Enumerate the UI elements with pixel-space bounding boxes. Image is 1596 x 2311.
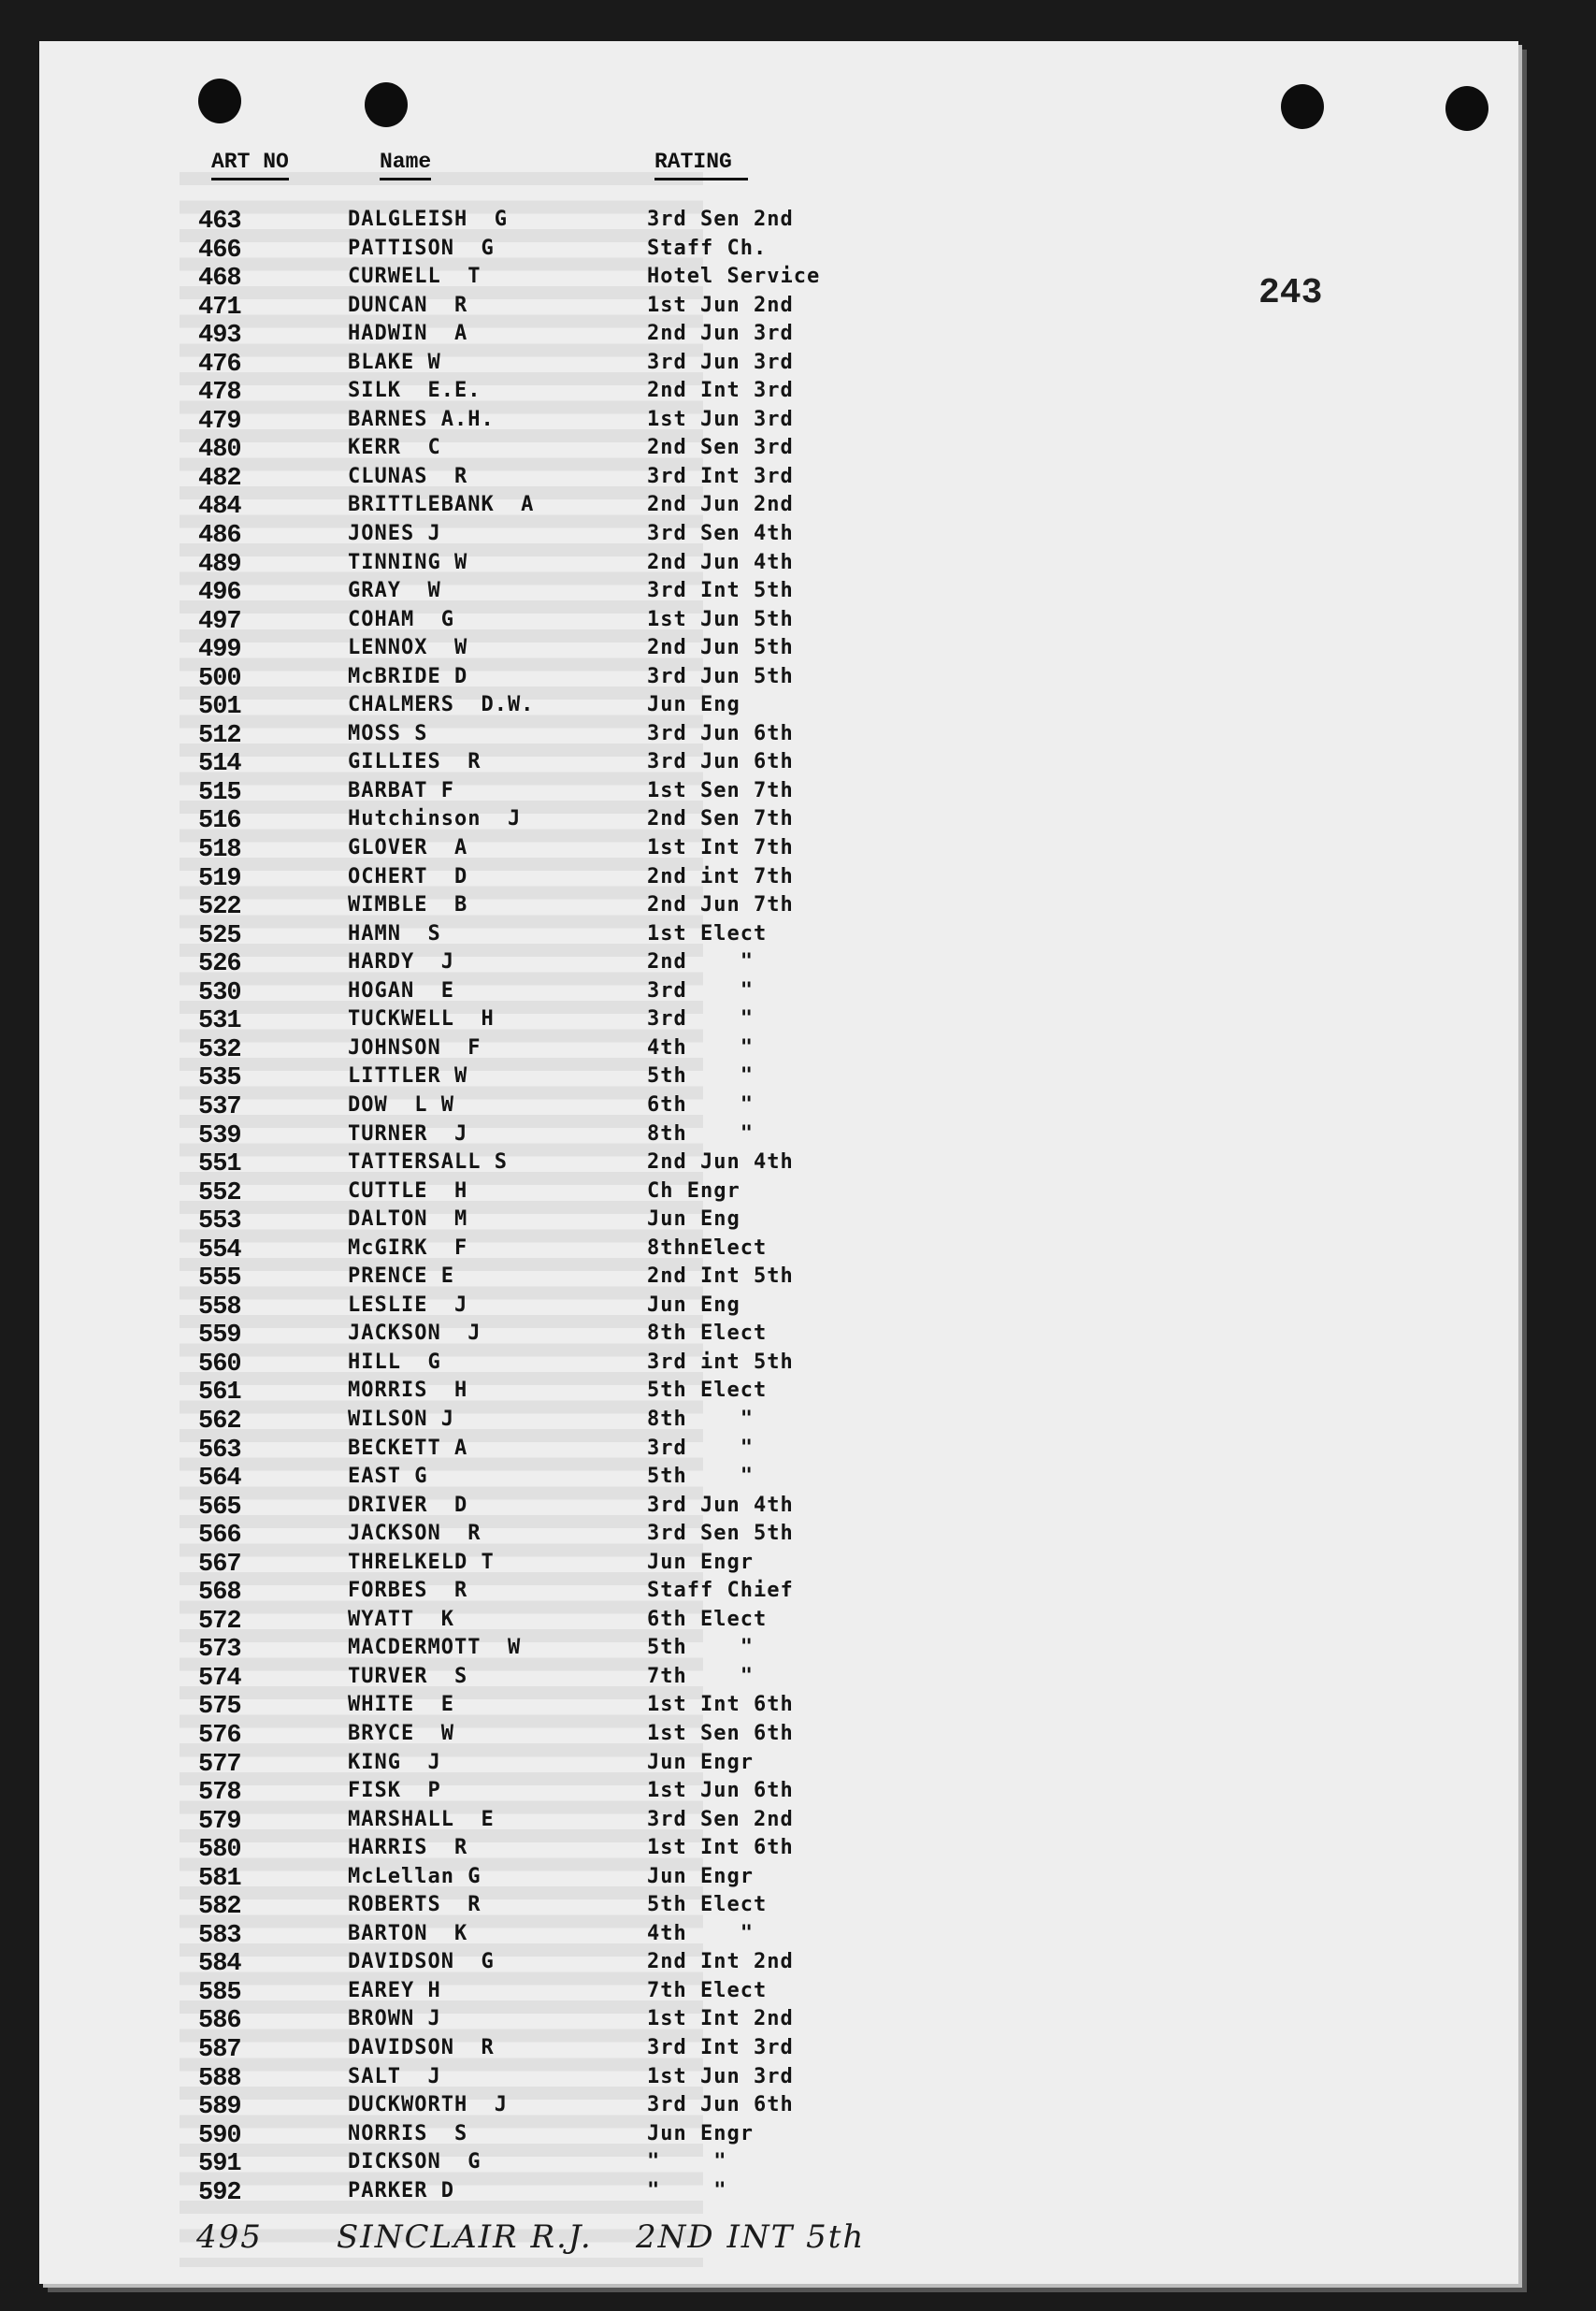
list-row (0, 1437, 1028, 1466)
crew-name: MARSHALL E (348, 1807, 495, 1831)
list-row (0, 1064, 1028, 1093)
art-number: 562 (198, 1407, 241, 1436)
crew-name: TURVER S (348, 1664, 468, 1688)
crew-rating: 7th Elect (647, 1978, 768, 2002)
art-number: 560 (198, 1350, 241, 1379)
art-number: 574 (198, 1664, 241, 1693)
list-row (0, 237, 1028, 266)
list-row (0, 1579, 1028, 1608)
list-row (0, 2093, 1028, 2122)
art-number: 584 (198, 1950, 241, 1979)
crew-name: PATTISON G (348, 236, 495, 260)
art-number: 466 (198, 236, 241, 265)
list-row (0, 1150, 1028, 1179)
art-number: 522 (198, 893, 241, 922)
punch-hole (365, 82, 408, 127)
crew-rating: 3rd Sen 5th (647, 1522, 794, 1546)
crew-rating: 3rd " (647, 978, 754, 1003)
crew-name: HOGAN E (348, 978, 454, 1003)
art-number: 532 (198, 1035, 241, 1064)
crew-rating: 3rd Jun 6th (647, 721, 794, 745)
crew-rating: 3rd Sen 2nd (647, 208, 794, 231)
crew-rating: 3rd Sen 4th (647, 522, 794, 546)
crew-rating: " " (647, 2178, 727, 2203)
crew-name: DALGLEISH G (348, 208, 508, 231)
list-row (0, 1494, 1028, 1523)
crew-name: PRENCE E (348, 1264, 454, 1289)
crew-name: TURNER J (348, 1121, 468, 1146)
crew-rating: Jun Eng (647, 693, 740, 717)
art-number: 590 (198, 2121, 241, 2150)
list-row (0, 1722, 1028, 1751)
list-row (0, 1865, 1028, 1894)
list-row (0, 551, 1028, 580)
art-number: 478 (198, 379, 241, 408)
list-row (0, 1264, 1028, 1293)
list-row (0, 1122, 1028, 1151)
art-number: 585 (198, 1978, 241, 2007)
crew-name: OCHERT D (348, 864, 468, 888)
crew-rating: 5th " (647, 1064, 754, 1089)
art-number: 580 (198, 1836, 241, 1865)
art-number: 482 (198, 464, 241, 493)
crew-name: DALTON M (348, 1207, 468, 1232)
header-rating: RATING (654, 150, 748, 181)
art-number: 525 (198, 921, 241, 950)
punch-hole (1281, 84, 1324, 129)
list-row (0, 265, 1028, 294)
art-number: 553 (198, 1207, 241, 1236)
page-number: 243 (1258, 273, 1323, 313)
art-number: 586 (198, 2007, 241, 2036)
art-number: 497 (198, 607, 241, 636)
list-row (0, 636, 1028, 665)
crew-rating: 5th Elect (647, 1893, 768, 1917)
crew-rating: 7th " (647, 1664, 754, 1688)
crew-rating: 1st Jun 6th (647, 1779, 794, 1803)
crew-name: BRITTLEBANK A (348, 493, 535, 517)
art-number: 559 (198, 1322, 241, 1350)
art-number: 577 (198, 1750, 241, 1779)
list-row (0, 1808, 1028, 1837)
crew-name: McLellan G (348, 1864, 482, 1888)
art-number: 468 (198, 265, 241, 294)
list-row (0, 1379, 1028, 1408)
crew-rating: 2nd Int 2nd (647, 1950, 794, 1974)
crew-rating: 3rd int 5th (647, 1350, 794, 1374)
art-number: 572 (198, 1607, 241, 1636)
crew-rating: Staff Chief (647, 1579, 794, 1603)
header-name: Name (380, 150, 431, 181)
art-number: 519 (198, 864, 241, 893)
art-number: 514 (198, 750, 241, 779)
list-row (0, 1522, 1028, 1551)
list-row (0, 1693, 1028, 1722)
crew-name: GILLIES R (348, 750, 482, 774)
crew-rating: 3rd Jun 6th (647, 2093, 794, 2117)
crew-name: BECKETT A (348, 1436, 468, 1460)
art-number: 563 (198, 1436, 241, 1465)
crew-rating: Jun Engr (647, 1750, 754, 1774)
list-row (0, 2122, 1028, 2151)
crew-rating: Staff Ch. (647, 236, 768, 260)
crew-name: TINNING W (348, 550, 468, 574)
crew-name: DICKSON G (348, 2150, 482, 2174)
crew-rating: 3rd Int 3rd (647, 2036, 794, 2059)
crew-rating: 1st Sen 7th (647, 778, 794, 802)
crew-name: WYATT K (348, 1607, 454, 1631)
crew-rating: Jun Engr (647, 1864, 754, 1888)
crew-name: TUCKWELL H (348, 1007, 495, 1032)
list-row (0, 2150, 1028, 2179)
crew-rating: 3rd Int 5th (647, 579, 794, 603)
art-number: 539 (198, 1121, 241, 1150)
list-row (0, 1922, 1028, 1951)
art-number: 537 (198, 1092, 241, 1121)
crew-rating: Jun Engr (647, 2121, 754, 2145)
crew-name: CLUNAS R (348, 464, 468, 488)
crew-rating: 3rd Jun 3rd (647, 350, 794, 374)
crew-name: EAST G (348, 1465, 428, 1489)
crew-name: DAVIDSON G (348, 1950, 495, 1974)
list-row (0, 1665, 1028, 1694)
crew-name: KERR C (348, 436, 441, 460)
art-number: 588 (198, 2064, 241, 2093)
crew-name: BROWN J (348, 2007, 441, 2031)
crew-rating: 3rd Sen 2nd (647, 1807, 794, 1831)
list-row (0, 2007, 1028, 2036)
list-row (0, 1636, 1028, 1665)
crew-name: BARNES A.H. (348, 407, 495, 431)
list-row (0, 436, 1028, 465)
crew-name: KING J (348, 1750, 441, 1774)
crew-name: JACKSON J (348, 1322, 482, 1346)
crew-rating: 1st Jun 2nd (647, 293, 794, 317)
list-row (0, 1779, 1028, 1808)
art-number: 535 (198, 1064, 241, 1093)
art-number: 566 (198, 1522, 241, 1551)
crew-name: BARTON K (348, 1921, 468, 1945)
list-row (0, 750, 1028, 779)
list-row (0, 465, 1028, 494)
crew-name: COHAM G (348, 607, 454, 631)
list-row (0, 1408, 1028, 1437)
crew-rating: 6th " (647, 1092, 754, 1117)
crew-rating: 2nd Jun 7th (647, 893, 794, 917)
crew-name: HARRIS R (348, 1836, 468, 1860)
crew-name: McGIRK F (348, 1235, 468, 1260)
art-number: 501 (198, 693, 241, 722)
crew-rating: 2nd Jun 5th (647, 636, 794, 660)
crew-rating: 2nd Jun 4th (647, 1150, 794, 1175)
list-row (0, 1608, 1028, 1637)
crew-rating: 2nd int 7th (647, 864, 794, 888)
crew-list (0, 208, 1028, 2207)
list-row (0, 294, 1028, 323)
crew-rating: 8thnElect (647, 1235, 768, 1260)
art-number: 579 (198, 1807, 241, 1836)
crew-name: DUCKWORTH J (348, 2093, 508, 2117)
art-number: 581 (198, 1864, 241, 1893)
list-row (0, 608, 1028, 637)
crew-name: TATTERSALL S (348, 1150, 508, 1175)
art-number: 582 (198, 1893, 241, 1922)
art-number: 479 (198, 407, 241, 436)
list-row (0, 979, 1028, 1008)
list-row (0, 379, 1028, 408)
crew-rating: 4th " (647, 1035, 754, 1060)
crew-rating: 5th " (647, 1465, 754, 1489)
crew-name: MORRIS H (348, 1379, 468, 1403)
crew-rating: Jun Engr (647, 1550, 754, 1574)
crew-name: SILK E.E. (348, 379, 482, 403)
list-row (0, 1093, 1028, 1122)
handwritten-name: SINCLAIR R.J. (337, 2218, 593, 2256)
crew-name: ROBERTS R (348, 1893, 482, 1917)
list-row (0, 493, 1028, 522)
art-number: 564 (198, 1465, 241, 1494)
list-row (0, 779, 1028, 808)
crew-name: CUTTLE H (348, 1178, 468, 1203)
list-row (0, 2036, 1028, 2065)
list-row (0, 1950, 1028, 1979)
handwritten-art-no: 495 (196, 2218, 263, 2256)
crew-rating: 3rd Jun 6th (647, 750, 794, 774)
art-number: 587 (198, 2036, 241, 2064)
art-number: 499 (198, 636, 241, 665)
crew-name: CURWELL T (348, 265, 482, 289)
punch-hole (198, 79, 241, 123)
list-row (0, 522, 1028, 551)
crew-rating: 5th " (647, 1636, 754, 1660)
crew-rating: 3rd " (647, 1007, 754, 1032)
art-number: 526 (198, 950, 241, 979)
crew-rating: 2nd Sen 3rd (647, 436, 794, 460)
art-number: 512 (198, 721, 241, 750)
art-number: 565 (198, 1493, 241, 1522)
art-number: 496 (198, 579, 241, 608)
art-number: 489 (198, 550, 241, 579)
crew-name: MACDERMOTT W (348, 1636, 522, 1660)
crew-name: WIMBLE B (348, 893, 468, 917)
crew-name: WILSON J (348, 1407, 454, 1431)
art-number: 591 (198, 2150, 241, 2179)
crew-name: HARDY J (348, 950, 454, 975)
header-art-no: ART NO (211, 150, 289, 181)
crew-name: HILL G (348, 1350, 441, 1374)
crew-rating: 1st Int 6th (647, 1836, 794, 1860)
art-number: 555 (198, 1264, 241, 1293)
crew-name: BARBAT F (348, 778, 454, 802)
crew-rating: " " (647, 2150, 727, 2174)
crew-rating: Jun Eng (647, 1207, 740, 1232)
list-row (0, 1551, 1028, 1580)
crew-name: JACKSON R (348, 1522, 482, 1546)
crew-name: EAREY H (348, 1978, 441, 2002)
crew-rating: 4th " (647, 1921, 754, 1945)
crew-rating: 2nd Sen 7th (647, 807, 794, 831)
art-number: 554 (198, 1235, 241, 1264)
crew-name: SALT J (348, 2064, 441, 2088)
crew-rating: 8th Elect (647, 1322, 768, 1346)
crew-rating: 1st Int 6th (647, 1693, 794, 1717)
crew-name: DRIVER D (348, 1493, 468, 1517)
list-row (0, 2065, 1028, 2094)
list-row (0, 722, 1028, 751)
crew-rating: 8th " (647, 1407, 754, 1431)
crew-name: HADWIN A (348, 322, 468, 346)
list-row (0, 1836, 1028, 1865)
crew-rating: 2nd Int 5th (647, 1264, 794, 1289)
art-number: 500 (198, 664, 241, 693)
crew-rating: 1st Elect (647, 921, 768, 946)
list-row (0, 1179, 1028, 1208)
crew-name: JOHNSON F (348, 1035, 482, 1060)
art-number: 530 (198, 978, 241, 1007)
list-row (0, 807, 1028, 836)
crew-rating: 2nd Jun 4th (647, 550, 794, 574)
art-number: 463 (198, 208, 241, 236)
crew-name: DAVIDSON R (348, 2036, 495, 2059)
crew-name: NORRIS S (348, 2121, 468, 2145)
art-number: 516 (198, 807, 241, 836)
crew-name: GRAY W (348, 579, 441, 603)
art-number: 480 (198, 436, 241, 465)
list-row (0, 836, 1028, 865)
art-number: 567 (198, 1550, 241, 1579)
list-row (0, 1207, 1028, 1236)
crew-name: FORBES R (348, 1579, 468, 1603)
crew-name: THRELKELD T (348, 1550, 495, 1574)
list-row (0, 579, 1028, 608)
art-number: 583 (198, 1921, 241, 1950)
art-number: 576 (198, 1721, 241, 1750)
crew-rating: 2nd Int 3rd (647, 379, 794, 403)
art-number: 558 (198, 1293, 241, 1322)
crew-name: HAMN S (348, 921, 441, 946)
list-row (0, 1350, 1028, 1379)
list-row (0, 351, 1028, 380)
crew-name: DUNCAN R (348, 293, 468, 317)
art-number: 568 (198, 1579, 241, 1608)
list-row (0, 208, 1028, 237)
crew-rating: 2nd Jun 2nd (647, 493, 794, 517)
crew-name: FISK P (348, 1779, 441, 1803)
crew-rating: 3rd Jun 5th (647, 664, 794, 688)
art-number: 561 (198, 1379, 241, 1408)
list-row (0, 865, 1028, 894)
crew-rating: 2nd " (647, 950, 754, 975)
crew-rating: 3rd " (647, 1436, 754, 1460)
art-number: 471 (198, 293, 241, 322)
crew-rating: 1st Int 2nd (647, 2007, 794, 2031)
list-row (0, 408, 1028, 437)
punch-hole (1445, 86, 1488, 131)
list-row (0, 1036, 1028, 1065)
crew-rating: 3rd Int 3rd (647, 464, 794, 488)
crew-rating: 2nd Jun 3rd (647, 322, 794, 346)
list-row (0, 693, 1028, 722)
crew-name: DOW L W (348, 1092, 454, 1117)
art-number: 573 (198, 1636, 241, 1665)
art-number: 518 (198, 836, 241, 865)
crew-rating: 1st Jun 3rd (647, 2064, 794, 2088)
crew-name: GLOVER A (348, 836, 468, 860)
crew-name: PARKER D (348, 2178, 454, 2203)
list-row (0, 1236, 1028, 1265)
crew-name: MOSS S (348, 721, 428, 745)
crew-name: CHALMERS D.W. (348, 693, 535, 717)
list-row (0, 2179, 1028, 2208)
crew-rating: 6th Elect (647, 1607, 768, 1631)
crew-rating: 5th Elect (647, 1379, 768, 1403)
crew-rating: 1st Sen 6th (647, 1721, 794, 1745)
crew-name: BLAKE W (348, 350, 441, 374)
list-row (0, 322, 1028, 351)
crew-name: WHITE E (348, 1693, 454, 1717)
list-row (0, 1322, 1028, 1350)
crew-rating: 1st Jun 3rd (647, 407, 794, 431)
list-row (0, 950, 1028, 979)
art-number: 551 (198, 1150, 241, 1179)
crew-rating: 3rd Jun 4th (647, 1493, 794, 1517)
crew-rating: 8th " (647, 1121, 754, 1146)
art-number: 552 (198, 1178, 241, 1207)
art-number: 515 (198, 778, 241, 807)
crew-name: LITTLER W (348, 1064, 468, 1089)
crew-rating: Ch Engr (647, 1178, 740, 1203)
crew-rating: 1st Jun 5th (647, 607, 794, 631)
art-number: 589 (198, 2093, 241, 2122)
crew-name: Hutchinson J (348, 807, 522, 831)
art-number: 493 (198, 322, 241, 351)
list-row (0, 1893, 1028, 1922)
crew-name: BRYCE W (348, 1721, 454, 1745)
art-number: 592 (198, 2178, 241, 2207)
handwritten-rating: 2ND INT 5th (636, 2218, 866, 2256)
crew-rating: 1st Int 7th (647, 836, 794, 860)
art-number: 486 (198, 522, 241, 551)
crew-rating: Jun Eng (647, 1293, 740, 1317)
list-row (0, 1007, 1028, 1036)
list-row (0, 1293, 1028, 1322)
crew-name: McBRIDE D (348, 664, 468, 688)
crew-rating: Hotel Service (647, 265, 821, 289)
list-row (0, 922, 1028, 951)
crew-name: LENNOX W (348, 636, 468, 660)
list-row (0, 1751, 1028, 1780)
art-number: 476 (198, 350, 241, 379)
list-row (0, 665, 1028, 694)
art-number: 531 (198, 1007, 241, 1036)
art-number: 578 (198, 1779, 241, 1808)
art-number: 575 (198, 1693, 241, 1722)
crew-name: LESLIE J (348, 1293, 468, 1317)
art-number: 484 (198, 493, 241, 522)
list-row (0, 1465, 1028, 1494)
list-row (0, 1979, 1028, 2008)
crew-name: JONES J (348, 522, 441, 546)
list-row (0, 893, 1028, 922)
